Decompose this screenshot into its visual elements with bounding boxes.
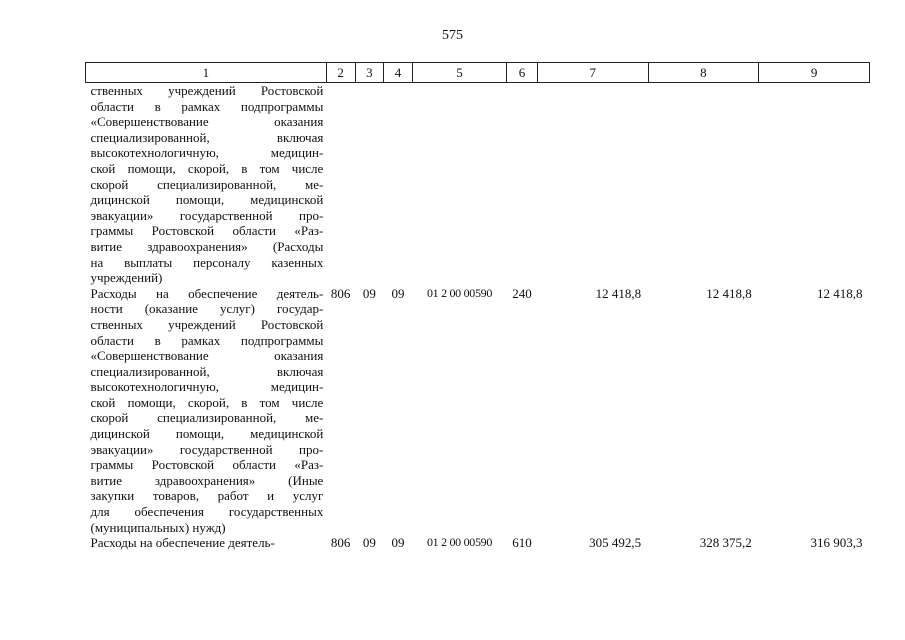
target-item-code-cell: 01 2 00 00590	[426, 285, 493, 300]
description-line: дицинской помощи, медицинской	[90, 426, 324, 442]
description-line: скорой специализированной, ме-	[90, 176, 324, 192]
column-header: 6	[507, 63, 538, 83]
description-line: высокотехнологичную, медицин-	[90, 379, 324, 395]
description-line: (муниципальных) нужд)	[90, 519, 226, 535]
table-row	[86, 286, 870, 536]
description-line: специализированной, включая	[90, 129, 324, 145]
ministry-code-cell: 806	[330, 535, 351, 551]
amount-year2-cell	[648, 83, 759, 286]
target-item-code-cell: 01 2 00 00590	[426, 535, 493, 550]
column-header: 3	[355, 63, 384, 83]
column-header: 5	[412, 63, 506, 83]
description-line: ской помощи, скорой, в том числе	[90, 394, 324, 410]
description-line: закупки товаров, работ и услуг	[90, 488, 324, 504]
amount-year1-cell	[537, 83, 648, 286]
budget-table	[85, 62, 870, 551]
description-line: «Совершенствование оказания	[90, 114, 324, 130]
row-description	[86, 83, 327, 286]
column-header: 2	[326, 63, 355, 83]
amount-year3-cell: 12 418,8	[817, 285, 863, 301]
description-line: для обеспечения государственных	[90, 504, 324, 520]
table-row	[86, 83, 870, 286]
description-line: учреждений)	[90, 270, 163, 286]
table-header-row	[86, 63, 870, 83]
expense-type-code-cell: 240	[512, 285, 532, 301]
expense-type-code-cell: 610	[512, 535, 532, 551]
target-item-code-cell	[412, 83, 506, 286]
page-number: 575	[442, 28, 463, 43]
description-line: Расходы на обеспечение деятель-	[90, 535, 275, 551]
amount-year2-cell: 12 418,8	[706, 285, 752, 301]
subsection-code-cell	[384, 83, 413, 286]
description-line: Расходы на обеспечение деятель-	[90, 285, 324, 301]
column-header: 9	[759, 63, 870, 83]
description-line: витие здравоохранения» (Расходы	[90, 238, 324, 254]
amount-year3-cell: 316 903,3	[810, 535, 863, 551]
row-description	[86, 535, 327, 551]
ministry-code-cell: 806	[330, 285, 351, 301]
table-row	[86, 535, 870, 551]
description-line: граммы Ростовской области «Раз-	[90, 223, 324, 239]
description-line: области в рамках подпрограммы	[90, 98, 324, 114]
description-line: высокотехнологичную, медицин-	[90, 145, 324, 161]
description-line: витие здравоохранения» (Иные	[90, 472, 324, 488]
description-line: эвакуации» государственной про-	[90, 441, 324, 457]
section-code-cell: 09	[362, 535, 376, 551]
description-line: ской помощи, скорой, в том числе	[90, 160, 324, 176]
expense-type-code-cell	[507, 83, 538, 286]
section-code-cell	[355, 83, 384, 286]
section-code-cell: 09	[362, 285, 376, 301]
column-header: 1	[86, 63, 327, 83]
column-header: 8	[648, 63, 759, 83]
row-description	[86, 286, 327, 536]
ministry-code-cell	[326, 83, 355, 286]
description-line: скорой специализированной, ме-	[90, 410, 324, 426]
subsection-code-cell: 09	[391, 285, 405, 301]
amount-year3-cell	[759, 83, 870, 286]
amount-year1-cell: 12 418,8	[595, 285, 642, 301]
description-line: ственных учреждений Ростовской	[90, 316, 324, 332]
description-line: ственных учреждений Ростовской	[90, 83, 324, 98]
description-line: дицинской помощи, медицинской	[90, 192, 324, 208]
column-header: 4	[384, 63, 413, 83]
subsection-code-cell: 09	[391, 535, 405, 551]
description-line: граммы Ростовской области «Раз-	[90, 457, 324, 473]
description-line: «Совершенствование оказания	[90, 348, 324, 364]
column-header: 7	[537, 63, 648, 83]
description-line: на выплаты персоналу казенных	[90, 254, 324, 270]
amount-year2-cell: 328 375,2	[699, 535, 752, 551]
description-line: области в рамках подпрограммы	[90, 332, 324, 348]
table-body	[86, 83, 870, 551]
description-line: эвакуации» государственной про-	[90, 207, 324, 223]
amount-year1-cell: 305 492,5	[589, 535, 642, 551]
description-line: ности (оказание услуг) государ-	[90, 301, 324, 317]
description-line: специализированной, включая	[90, 363, 324, 379]
